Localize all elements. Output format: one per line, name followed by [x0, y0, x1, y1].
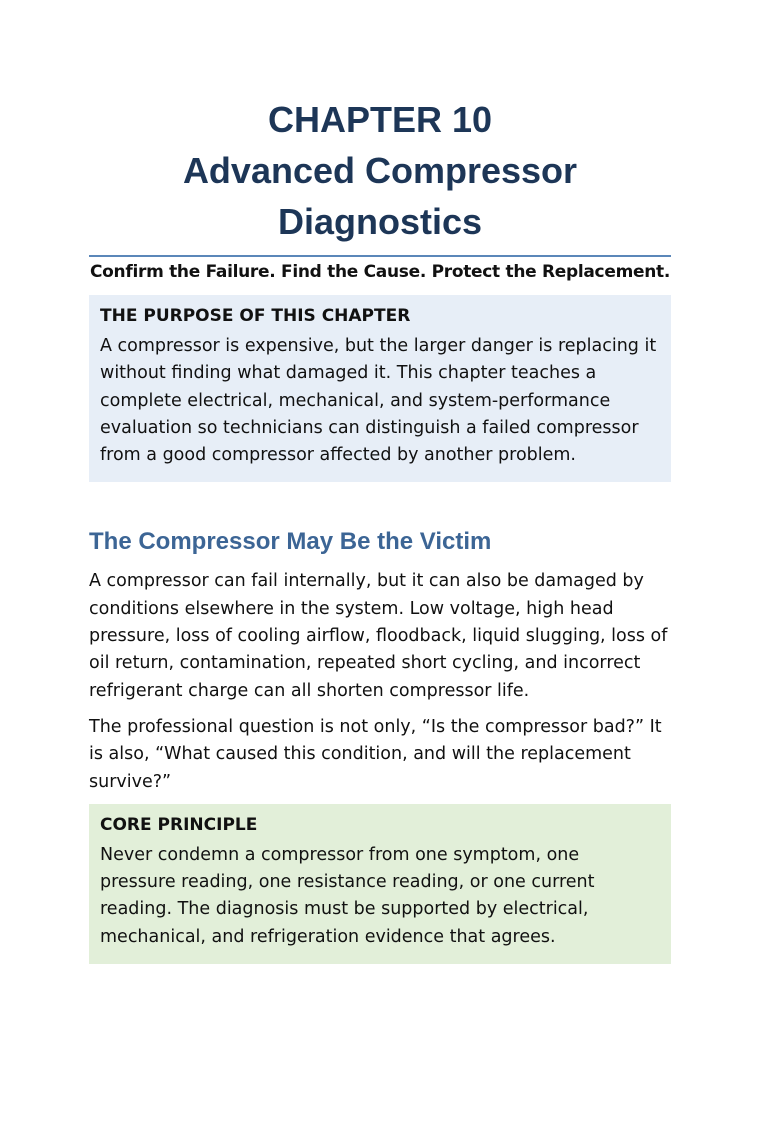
purpose-callout-box — [89, 295, 671, 482]
body-paragraph: The professional question is not only, “Is the compressor bad?” It is also, “What caused this condition, and will the replacement survive?” — [89, 716, 662, 792]
chapter-title — [89, 94, 671, 247]
chapter-number: CHAPTER 10 — [267, 99, 493, 140]
chapter-title-line-1: Advanced Compressor — [182, 150, 578, 191]
core-principle-heading: CORE PRINCIPLE — [100, 814, 258, 835]
body-paragraph: A compressor can fail internally, but it can also be damaged by conditions elsewhere in the system. Low voltage, high head pressure, loss of cooling airflow, floodback, liquid slugging, loss of oil return, contamination, repeated short cycling, and incorrect refrigerant charge can all shorten compressor life. — [89, 571, 668, 701]
purpose-callout-heading: THE PURPOSE OF THIS CHAPTER — [100, 306, 411, 326]
section-heading: The Compressor May Be the Victim — [89, 528, 492, 556]
chapter-tagline: Confirm the Failure. Find the Cause. Protect the Replacement. — [90, 262, 670, 282]
purpose-callout-body: A compressor is expensive, but the larger danger is replacing it without finding what damaged it. This chapter teaches a complete electrical, mechanical, and system-performance evaluation so technicians can distinguish a failed compressor from a good compressor affected by another problem. — [100, 336, 657, 466]
document-page — [89, 94, 671, 964]
core-principle-body: Never condemn a compressor from one symptom, one pressure reading, one resistance reading, or one current reading. The diagnosis must be supported by electrical, mechanical, and refrigeration evidence that agrees. — [100, 844, 595, 947]
core-principle-callout-box — [89, 804, 671, 964]
chapter-title-line-2: Diagnostics — [277, 201, 483, 242]
title-divider — [89, 255, 671, 257]
